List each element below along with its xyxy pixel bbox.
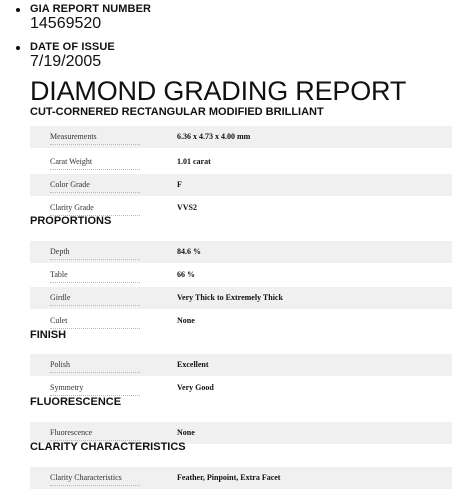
report-number-item — [16, 3, 446, 33]
symmetry-value: Very Good — [177, 383, 214, 392]
girdle-label: Girdle — [50, 291, 140, 306]
report-title: DIAMOND GRADING REPORT — [30, 76, 407, 106]
measurements-row — [30, 126, 452, 148]
culet-label: Culet — [50, 314, 140, 329]
carat-weight-value: 1.01 carat — [177, 157, 211, 166]
fluorescence-heading: FLUORESCENCE — [30, 396, 122, 408]
clarity-characteristics-value: Feather, Pinpoint, Extra Facet — [177, 473, 281, 482]
girdle-row — [30, 287, 452, 309]
clarity-characteristics-heading: CLARITY CHARACTERISTICS — [30, 441, 186, 453]
measurements-value: 6.36 x 4.73 x 4.00 mm — [177, 132, 251, 141]
clarity-characteristics-label: Clarity Characteristics — [50, 471, 140, 486]
bullet-icon — [16, 8, 20, 12]
table-label: Table — [50, 268, 140, 283]
issue-date-item — [16, 41, 446, 71]
depth-row — [30, 241, 452, 263]
color-grade-row — [30, 174, 452, 196]
polish-value: Excellent — [177, 360, 209, 369]
culet-row — [30, 310, 452, 332]
proportions-heading: PROPORTIONS — [30, 215, 112, 227]
bullet-icon — [16, 46, 20, 50]
finish-heading: FINISH — [30, 329, 67, 341]
table-row — [30, 264, 452, 286]
polish-label: Polish — [50, 358, 140, 373]
polish-row — [30, 354, 452, 376]
report-meta-list — [16, 3, 446, 79]
girdle-value: Very Thick to Extremely Thick — [177, 293, 283, 302]
clarity-grade-label: Clarity Grade — [50, 201, 140, 216]
clarity-characteristics-row — [30, 467, 452, 489]
fluorescence-label: Fluorescence — [50, 426, 140, 441]
measurements-label: Measurements — [50, 130, 140, 145]
color-grade-value: F — [177, 180, 182, 189]
symmetry-label: Symmetry — [50, 381, 140, 396]
report-subtitle: CUT-CORNERED RECTANGULAR MODIFIED BRILLIANT — [30, 106, 324, 118]
table-value: 66 % — [177, 270, 195, 279]
depth-value: 84.6 % — [177, 247, 201, 256]
fluorescence-value: None — [177, 428, 195, 437]
report-number-label: GIA REPORT NUMBER — [30, 3, 152, 15]
issue-date-label: DATE OF ISSUE — [30, 41, 115, 53]
depth-label: Depth — [50, 245, 140, 260]
culet-value: None — [177, 316, 195, 325]
carat-weight-row — [30, 151, 452, 173]
carat-weight-label: Carat Weight — [50, 155, 140, 170]
clarity-grade-value: VVS2 — [177, 203, 198, 212]
issue-date-value: 7/19/2005 — [30, 53, 102, 70]
color-grade-label: Color Grade — [50, 178, 140, 193]
report-number-value: 14569520 — [30, 15, 102, 32]
